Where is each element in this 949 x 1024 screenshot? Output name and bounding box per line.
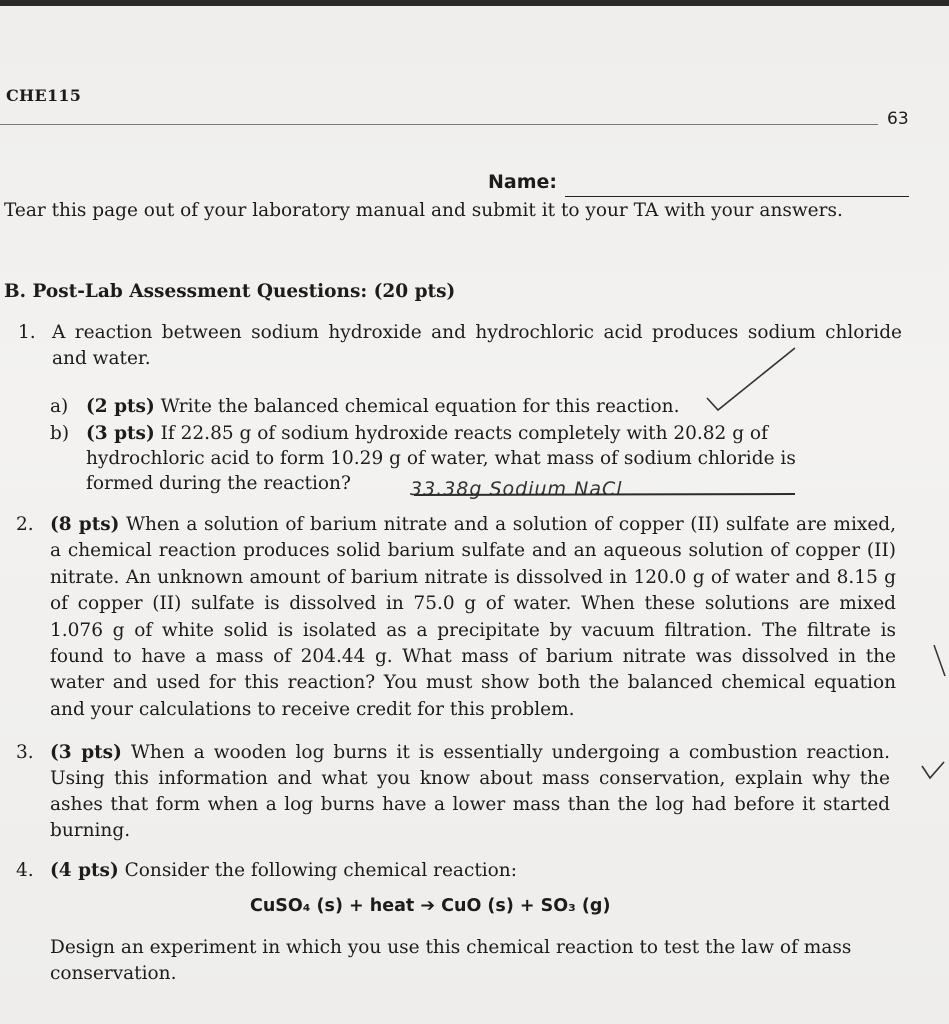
margin-tick-icon <box>934 645 945 676</box>
section-title: B. Post-Lab Assessment Questions: (20 pts) <box>4 281 456 302</box>
points-badge: (2 pts) <box>86 396 155 417</box>
part-label: b) <box>50 423 70 444</box>
name-label: Name: <box>488 171 558 193</box>
question-text: When a wooden log burns it is essentially undergoing a combustion reaction. Using this information and what you know about mass conservation, explain why the ashes that form when a log burns have a lower mass than the log had before it started burning. <box>50 742 890 841</box>
question-text: Consider the following chemical reaction: <box>124 860 517 881</box>
points-badge: (3 pts) <box>86 423 155 444</box>
check-mark-icon <box>707 348 795 410</box>
question-number: 4. <box>16 860 34 881</box>
question-number: 1. <box>18 322 36 343</box>
handwritten-answer: 33.38g Sodium NaCl <box>410 478 623 500</box>
part-text: Write the balanced chemical equation for this reaction. <box>160 396 680 417</box>
instructions-text: Tear this page out of your laboratory manual and submit it to your TA with your answers. <box>4 200 843 221</box>
points-badge: (3 pts) <box>50 742 122 763</box>
part-label: a) <box>50 396 69 417</box>
question-text: When a solution of barium nitrate and a solution of copper (II) sulfate are mixed, a chemical reaction produces solid barium sulfate and an aqueous solution of copper (II) nitrate. An unknown amount of barium nitrate is dissolved in 120.0 g of water and 8.15 g of copper (II) sulfate is dissolved in 75.0 g of water. When these solutions are mixed 1.076 g of white solid is isolated as a precipitate by vacuum filtration. The filtrate is found to have a mass of 204.44 g. What mass of barium nitrate was dissolved in the water and used for this reaction? You must show both the balanced chemical equation and your calculations to receive credit for this problem. <box>50 514 897 720</box>
question-number: 3. <box>16 742 34 763</box>
points-badge: (4 pts) <box>50 860 119 881</box>
question-text: A reaction between sodium hydroxide and hydrochloric acid produces sodium chloride and water. <box>52 322 902 369</box>
strike-through-mark <box>414 494 795 495</box>
points-badge: (8 pts) <box>50 514 120 535</box>
margin-check-icon <box>922 762 944 778</box>
part-text: If 22.85 g of sodium hydroxide reacts completely with 20.82 g of hydrochloric acid to form 10.29 g of water, what mass of sodium chloride is formed during the reaction? <box>86 423 796 494</box>
chemical-equation: CuSO₄ (s) + heat ➔ CuO (s) + SO₃ (g) <box>250 896 611 916</box>
page-number: 63 <box>887 109 909 129</box>
question-text: Design an experiment in which you use this chemical reaction to test the law of mass conservation. <box>50 937 852 984</box>
question-number: 2. <box>16 514 34 535</box>
course-code: CHE115 <box>6 86 82 105</box>
